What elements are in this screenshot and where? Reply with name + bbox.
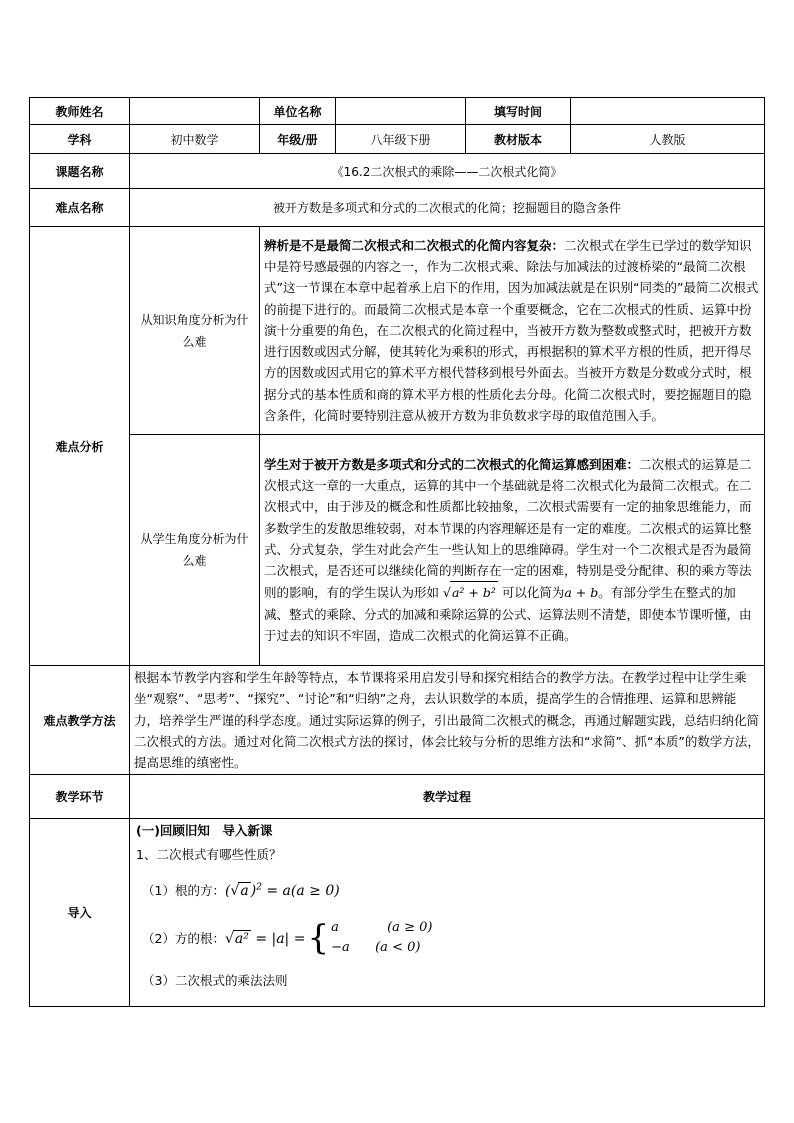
- knowledge-text: 二次根式在学生已学过的数学知识中是符号感最强的内容之一，作为二次根式乘、除法与加减法的过渡桥梁的“最简二次根式”这一节课在本章中起着承上启下的作用，因为加减法就是在识别“同类的”最简二次根式的前提下进行的。而最简二次根式是本章一个重要概念，它在二次根式的性质、运算中扮演十分重要的角色，在二次根式的化简过程中，当被开方数为整数或整式时，把被开方数进行因数或因式分解，使其转化为乘积的形式，再根据积的算术平方根的性质，把开得尽方的因数或因式用它的算术平方根代替移到根号外面去。当被开方数是分数或分式时，根据分式的基本性质和商的算术平方根的性质化去分母。化简二次根式时，要挖掘题目的隐含条件，化简时要特别注意从被开方数为非负数求字母的取值范围入手。: [264, 237, 759, 424]
- process-header-row: [30, 775, 765, 819]
- lesson-plan: [29, 97, 764, 1007]
- topic-label: 课题名称: [30, 154, 130, 189]
- student-text-3: 。有部分学生在整式的加减、整式的乘除、分式的加减和乘除运算的公式、运算法则不清楚，即使本节课听懂，由于过去的知识不牢固，造成二次根式的化简运算不正确。: [264, 585, 752, 644]
- difficulty-value: 被开方数是多项式和分式的二次根式的化简；挖掘题目的隐含条件: [130, 189, 765, 227]
- property-3: （3）二次根式的乘法法则: [142, 973, 288, 989]
- topic-row: [30, 154, 765, 189]
- student-text-1: 二次根式的运算是二次根式这一章的一大重点，运算的其中一个基础就是将二次根式化为最简二次根式。在二次根式中，由于涉及的概念和性质都比较抽象，二次根式需要有一定的抽象思维能力，而多数学生的发散思维较弱，对本节课的内容理解还是有一定的难度。二次根式的运算比整式、分式复杂，学生对此会产生一些认知上的思维障碍。学生对一个二次根式是否为最简二次根式，是否还可以继续化简的判断存在一定的困难，特别是受分配律、积的乘方等法则的影响，有的学生误认为形如: [264, 456, 752, 601]
- header-row: [30, 98, 765, 125]
- property-2-radicand: a²: [234, 930, 249, 947]
- sqrt-radicand: a² + b²: [450, 581, 498, 603]
- case-1: [331, 918, 432, 938]
- method-row: [30, 666, 765, 775]
- student-angle-text: 从学生角度分析为什么难: [140, 532, 249, 568]
- property-2-label: （2）方的根：: [142, 931, 225, 947]
- property-1-label: （1）根的方：: [142, 883, 225, 899]
- grade-value: 八年级下册: [336, 125, 466, 154]
- fill-time-label: 填写时间: [466, 98, 571, 125]
- student-lead: 学生对于被开方数是多项式和分式的二次根式的化简运算感到困难：: [264, 456, 640, 472]
- info-row: [30, 125, 765, 154]
- case-2: [331, 938, 432, 958]
- case-2-condition: (a < 0): [375, 940, 421, 956]
- difficulty-label: 难点名称: [30, 189, 130, 227]
- teacher-name-value[interactable]: [130, 98, 260, 125]
- sum-expression: a + b: [564, 585, 599, 601]
- sqrt-expression: √a² + b²: [443, 585, 498, 600]
- property-2-mid: = |a| =: [255, 930, 306, 947]
- subject-label: 学科: [30, 125, 130, 154]
- case-1-condition: (a ≥ 0): [387, 920, 433, 936]
- cases-list: [331, 918, 432, 958]
- property-question: 1、二次根式有哪些性质？: [136, 847, 282, 863]
- knowledge-lead: 辨析是不是最简二次根式和二次根式的化简内容复杂：: [264, 237, 565, 253]
- student-analysis-cell: [260, 435, 765, 666]
- topic-value: 《16.2二次根式的乘除——二次根式化简》: [130, 154, 765, 189]
- property-2-formula: √a² = |a| =: [224, 930, 306, 947]
- method-label: 难点教学方法: [30, 666, 130, 775]
- lesson-plan-table: [29, 97, 765, 1007]
- teaching-step-label: 教学环节: [30, 775, 130, 819]
- intro-content: [130, 819, 765, 1007]
- left-brace-icon: {: [307, 918, 330, 959]
- method-text: 根据本节教学内容和学生年龄等特点，本节课将采用启发引导和探究相结合的教学方法。在教学过程中让学生乘坐“观察”、“思考”、“探究”、“讨论”和“归纳”之舟，去认识数学的本质，提高学生的合情推理、运算和思辨能力，培养学生严谨的科学态度。通过实际运算的例子，引出最简二次根式的概念，再通过解题实践，总结归纳化简二次根式的方法。通过对化简二次根式方法的探讨，体会比较与分析的思维方法和“求简”、抓“本质”的数学方法，提高思维的缜密性。: [130, 666, 765, 775]
- unit-name-value[interactable]: [336, 98, 466, 125]
- case-2-value: −a: [331, 940, 350, 956]
- knowledge-angle-text: 从知识角度分析为什么难: [140, 312, 249, 349]
- student-angle-label: [130, 435, 260, 666]
- student-analysis-row: [30, 435, 765, 666]
- difficulty-row: [30, 189, 765, 227]
- teaching-process-label: 教学过程: [130, 775, 765, 819]
- analysis-label: 难点分析: [30, 227, 130, 666]
- property-1-radicand: a: [240, 882, 249, 899]
- property-1-rhs: = a(a ≥ 0): [266, 882, 340, 899]
- knowledge-angle-label: [130, 227, 260, 435]
- fill-time-value[interactable]: [571, 98, 765, 125]
- teacher-name-label: 教师姓名: [30, 98, 130, 125]
- property-1: [136, 867, 758, 913]
- case-1-value: a: [331, 920, 339, 936]
- grade-label: 年级/册: [260, 125, 336, 154]
- unit-name-label: 单位名称: [260, 98, 336, 125]
- knowledge-analysis-cell: [260, 227, 765, 435]
- property-1-formula: (√a )$^2$ = a(a ≥ 0): [224, 882, 340, 899]
- piecewise-cases: [305, 918, 432, 958]
- subject-value: 初中数学: [130, 125, 260, 154]
- student-text-2: 可以化简为: [501, 585, 565, 601]
- knowledge-analysis-row: [30, 227, 765, 435]
- property-2: [136, 913, 758, 963]
- section-title: (一)回顾旧知 导入新课: [136, 823, 273, 839]
- textbook-label: 教材版本: [466, 125, 571, 154]
- intro-row: [30, 819, 765, 1007]
- intro-label: 导入: [30, 819, 130, 1007]
- textbook-value: 人教版: [571, 125, 765, 154]
